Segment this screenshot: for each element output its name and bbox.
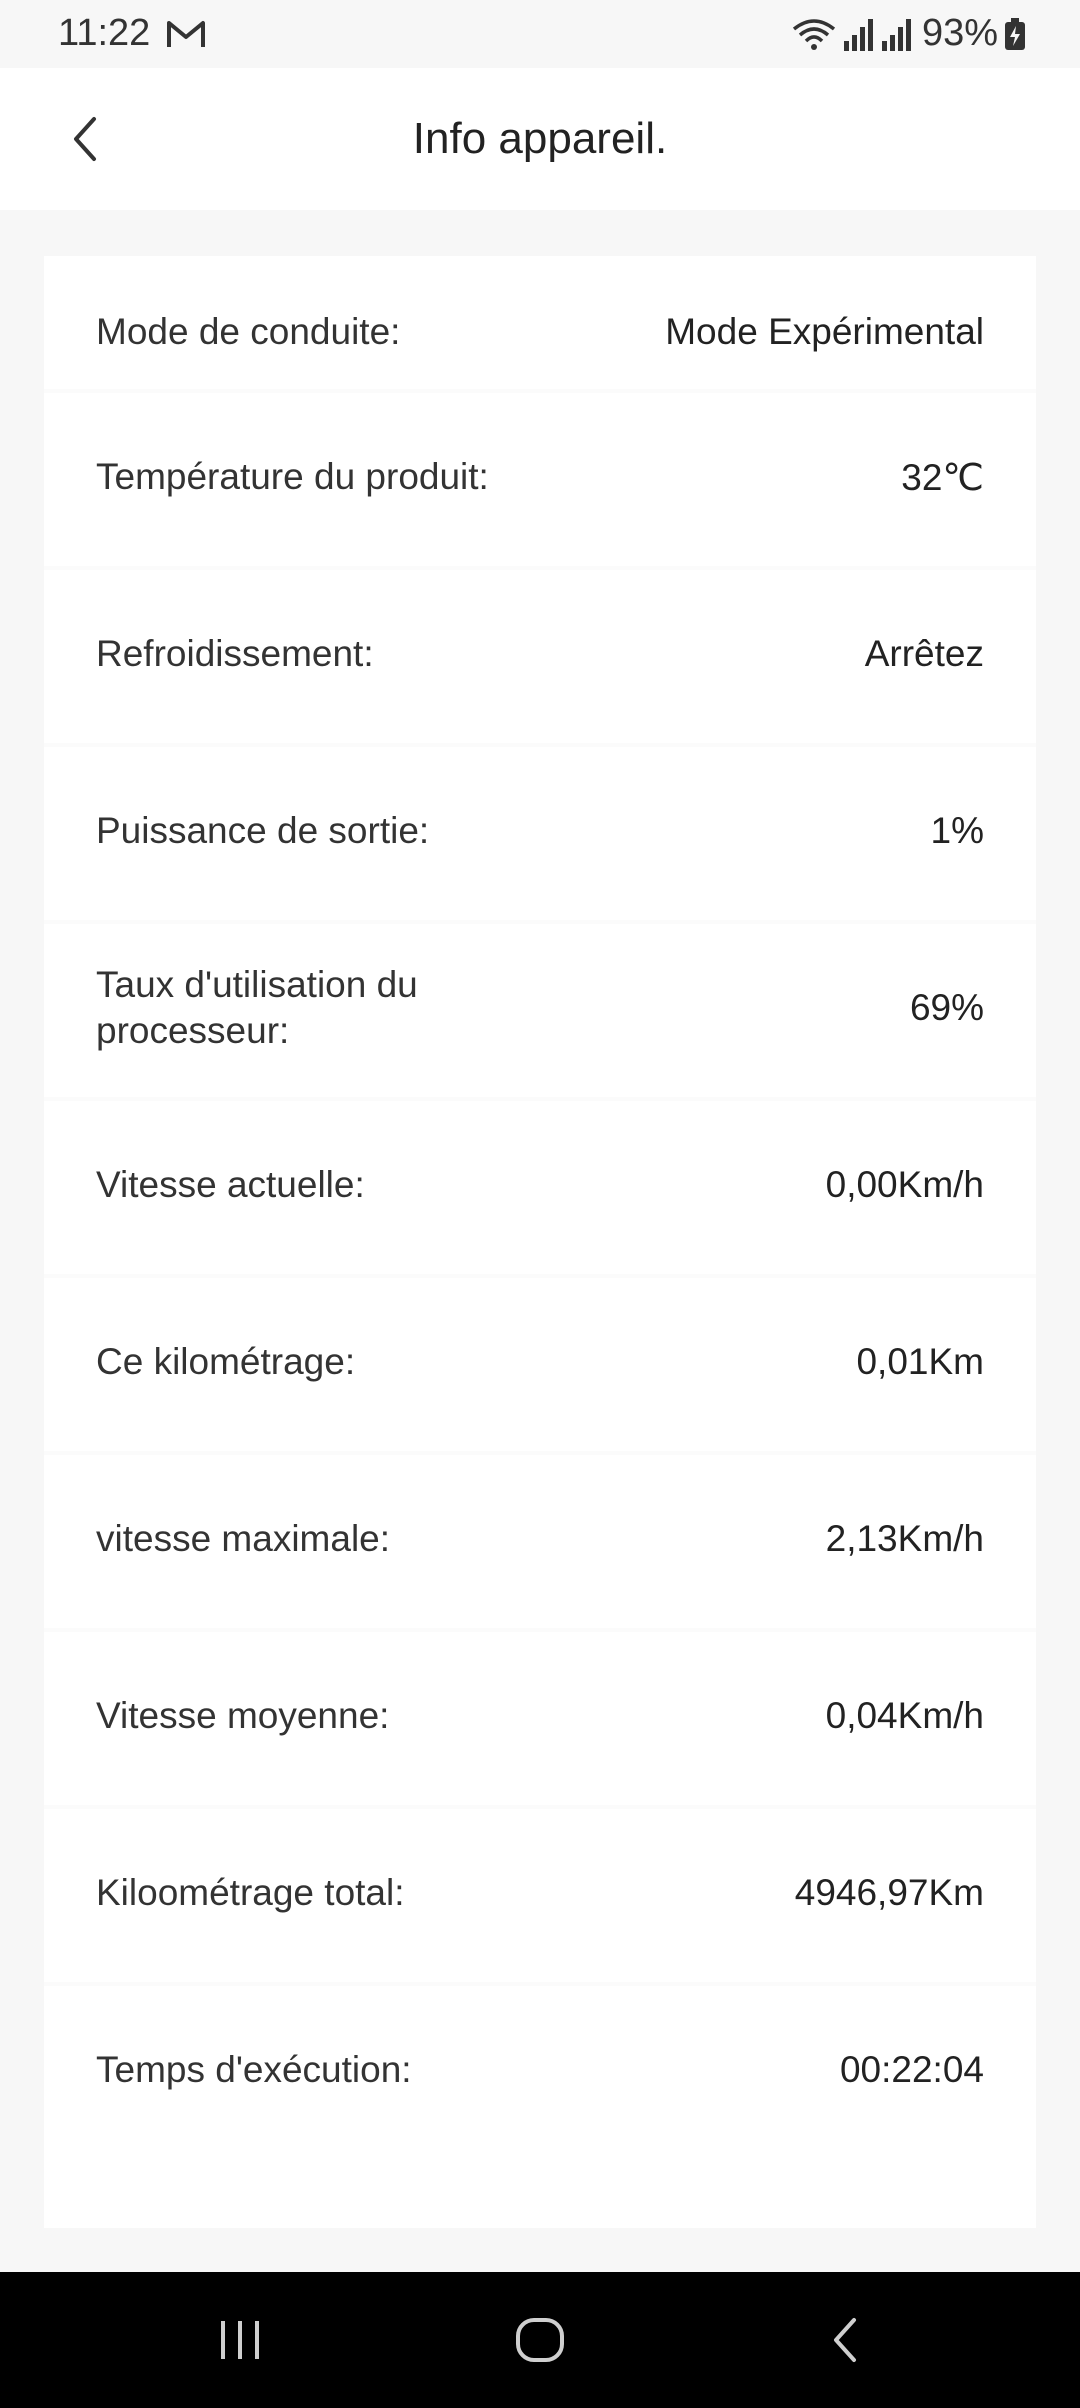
info-label: Température du produit:: [96, 456, 489, 497]
info-label: Ce kilométrage:: [96, 1341, 356, 1382]
row-divider: [44, 743, 1036, 747]
info-label: Vitesse actuelle:: [96, 1164, 365, 1205]
row-divider: [44, 1805, 1036, 1809]
info-value: 1%: [930, 810, 984, 851]
system-nav-bar: [0, 2272, 1080, 2408]
battery-charging-icon: [1004, 17, 1026, 51]
info-value: 32℃: [901, 456, 984, 498]
info-value: 0,01Km: [856, 1341, 984, 1382]
back-icon: [826, 2314, 862, 2366]
info-value: 2,13Km/h: [825, 1518, 984, 1559]
home-button[interactable]: [480, 2300, 600, 2380]
row-divider: [44, 1628, 1036, 1632]
wifi-icon: [792, 17, 836, 51]
info-value: 69%: [909, 987, 984, 1028]
info-row-total-mileage: [44, 1805, 1036, 1981]
info-row-max-speed: [44, 1451, 1036, 1627]
row-divider: [44, 920, 1036, 924]
info-value: Arrêtez: [864, 633, 984, 674]
info-label: Vitesse moyenne:: [96, 1695, 390, 1736]
info-row-cooling: [44, 566, 1036, 742]
info-label: vitesse maximale:: [96, 1518, 391, 1559]
info-value: 0,00Km/h: [825, 1164, 984, 1205]
row-divider: [44, 1097, 1036, 1101]
page-title: Info appareil.: [412, 114, 668, 163]
info-row-current-speed: [44, 1097, 1036, 1273]
row-divider: [44, 1274, 1036, 1278]
info-value: 4946,97Km: [794, 1872, 984, 1913]
recent-apps-icon: [215, 2317, 265, 2363]
recent-apps-button[interactable]: [180, 2300, 300, 2380]
info-label: Taux d'utilisation du processeur:: [96, 964, 418, 1051]
back-nav-button[interactable]: [784, 2300, 904, 2380]
gmail-icon: [166, 18, 206, 50]
status-time: 11:22: [58, 12, 151, 54]
signal-icon: [880, 17, 912, 51]
home-icon: [514, 2314, 566, 2366]
info-row-product-temperature: [44, 389, 1036, 565]
status-icons: [786, 12, 1026, 55]
info-label: Mode de conduite:: [96, 311, 401, 352]
app-header: [0, 68, 1080, 210]
info-label: Puissance de sortie:: [96, 810, 430, 851]
info-row-trip-mileage: [44, 1274, 1036, 1450]
info-row-cpu-usage: [44, 920, 1036, 1096]
info-label: Kiloométrage total:: [96, 1872, 405, 1913]
signal-icon: [842, 17, 874, 51]
row-divider: [44, 1451, 1036, 1455]
row-divider: [44, 1982, 1036, 1986]
status-bar: [0, 0, 1080, 68]
battery-level: 93%: [921, 12, 998, 54]
info-row-run-time: [44, 1982, 1036, 2158]
info-value: 0,04Km/h: [825, 1695, 984, 1736]
info-value: Mode Expérimental: [665, 311, 984, 352]
info-value: 00:22:04: [839, 2049, 984, 2090]
info-label: Temps d'exécution:: [96, 2049, 412, 2090]
info-row-average-speed: [44, 1628, 1036, 1804]
row-divider: [44, 389, 1036, 393]
row-divider: [44, 566, 1036, 570]
info-label: Refroidissement:: [96, 633, 374, 674]
device-info-card: [44, 256, 1036, 2228]
info-row-output-power: [44, 743, 1036, 919]
